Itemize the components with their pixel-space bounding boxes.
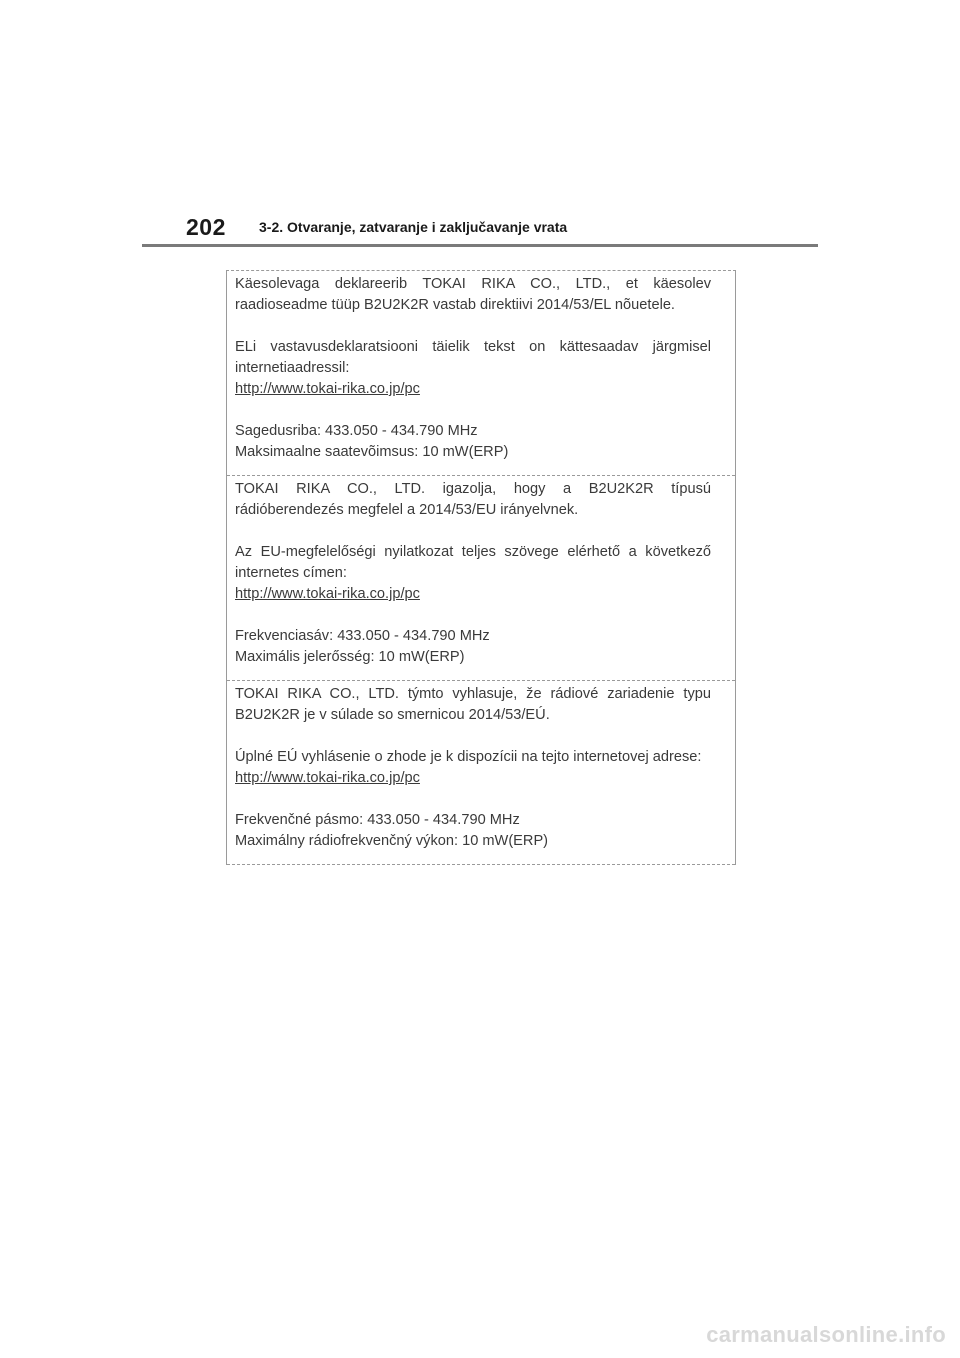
declaration-url-link[interactable]: http://www.tokai-rika.co.jp/pc xyxy=(235,381,420,397)
declaration-intro: Az EU-megfelelőségi nyilatkozat teljes szövege elérhető a következő internetes címen: xyxy=(235,544,711,581)
page-header xyxy=(142,212,818,246)
frequency-band: Frekvenčné pásmo: 433.050 - 434.790 MHz xyxy=(235,812,520,828)
declaration-section-estonian xyxy=(227,271,735,476)
max-power: Maximálny rádiofrekvenčný výkon: 10 mW(ERP) xyxy=(235,833,549,849)
declaration-intro: ELi vastavusdeklaratsiooni täielik tekst on kättesaadav järgmisel internetiaadressil: xyxy=(235,339,711,376)
declaration-section-slovak xyxy=(227,681,735,865)
declaration-text: TOKAI RIKA CO., LTD. týmto vyhlasuje, že rádiové zariadenie typu B2U2K2R je v súlade so smernicou 2014/53/EÚ. xyxy=(235,686,711,723)
max-power: Maximális jelerősség: 10 mW(ERP) xyxy=(235,649,465,665)
page-number: 202 xyxy=(186,214,226,240)
declaration-url-link[interactable]: http://www.tokai-rika.co.jp/pc xyxy=(235,770,420,786)
declaration-url-link[interactable]: http://www.tokai-rika.co.jp/pc xyxy=(235,586,420,602)
declaration-text: TOKAI RIKA CO., LTD. igazolja, hogy a B2U2K2R típusú rádióberendezés megfelel a 2014/53/EU irányelvnek. xyxy=(235,481,711,518)
watermark: carmanualsonline.info xyxy=(706,1322,946,1347)
declaration-box xyxy=(226,270,736,865)
declaration-section-hungarian xyxy=(227,476,735,681)
max-power: Maksimaalne saatevõimsus: 10 mW(ERP) xyxy=(235,444,509,460)
header-rule xyxy=(142,244,818,247)
frequency-band: Frekvenciasáv: 433.050 - 434.790 MHz xyxy=(235,628,490,644)
declaration-intro: Úplné EÚ vyhlásenie o zhode je k dispozícii na tejto internetovej adrese: xyxy=(235,749,702,765)
declaration-text: Käesolevaga deklareerib TOKAI RIKA CO., LTD., et käesolev raadioseadme tüüp B2U2K2R vastab direktiivi 2014/53/EL nõuetele. xyxy=(235,276,711,313)
section-title: 3-2. Otvaranje, zatvaranje i zaključavanje vrata xyxy=(259,219,568,235)
frequency-band: Sagedusriba: 433.050 - 434.790 MHz xyxy=(235,423,478,439)
